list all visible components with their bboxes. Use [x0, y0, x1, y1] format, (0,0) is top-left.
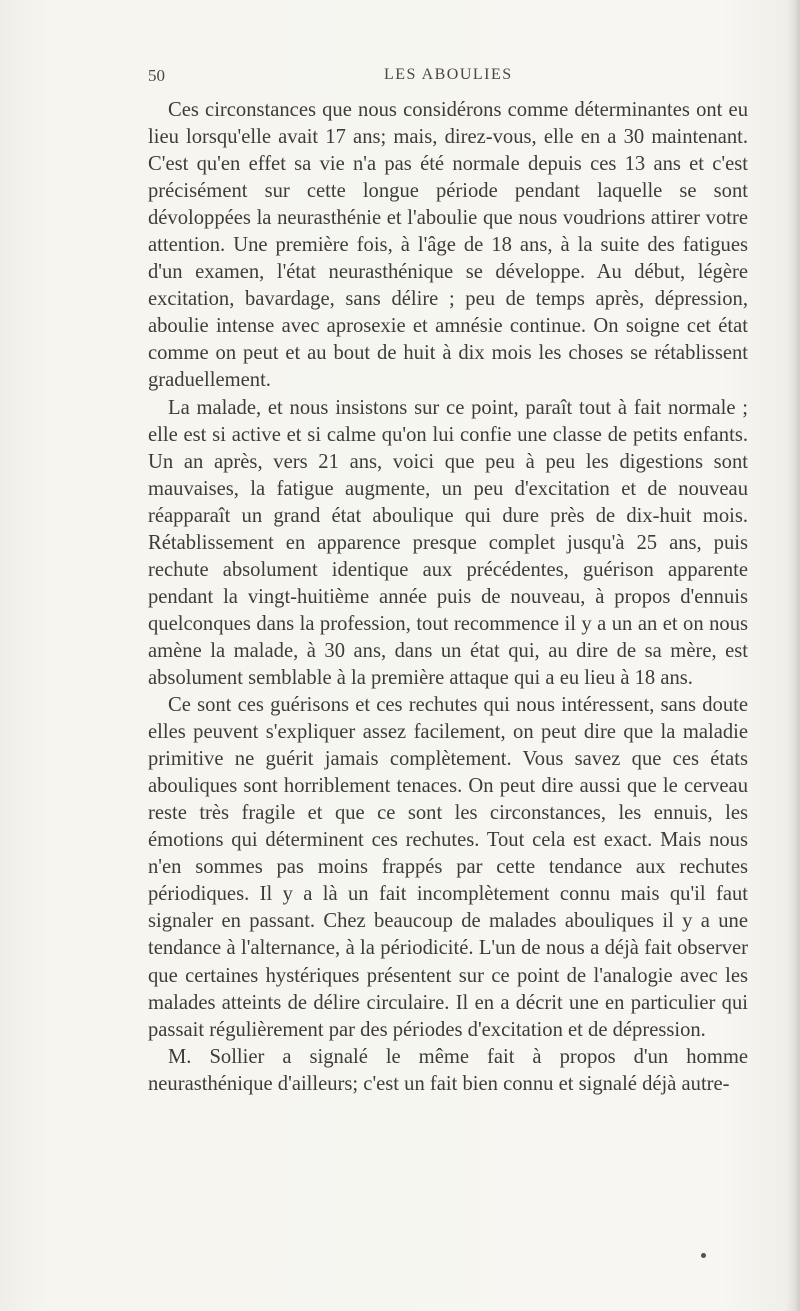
- running-title: LES ABOULIES: [384, 66, 513, 83]
- page-edge-shadow: [786, 0, 800, 1311]
- body-text: [148, 97, 748, 1098]
- paragraph-1: Ces circonstances que nous considérons comme déterminantes ont eu lieu lorsqu'elle avait 17 ans; mais, direz-vous, elle en a 30 maintenant. C'est qu'en effet sa vie n'a pas été normale depuis ces 13 ans et c'est précisément sur cette longue période pendant laquelle se sont dévoloppées la neurasthénie et l'aboulie que nous voudrions attirer votre attention. Une première fois, à l'âge de 18 ans, à la suite des fatigues d'un examen, l'état neurasthénique se développe. Au début, légère excitation, bavardage, sans délire ; peu de temps après, dépression, aboulie intense avec aprosexie et amnésie continue. On soigne cet état comme on peut et au bout de huit à dix mois les choses se rétablissent graduellement.: [148, 99, 748, 392]
- paragraph-3: Ce sont ces guérisons et ces rechutes qui nous intéressent, sans doute elles peuvent s'expliquer assez facilement, on peut dire que la maladie primitive ne guérit jamais complètement. Vous savez que ces états abouliques sont horriblement tenaces. On peut dire aussi que le cerveau reste très fragile et que ce sont les circonstances, les ennuis, les émotions qui déterminent ces rechutes. Tout cela est exact. Mais nous n'en sommes pas moins frappés par cette tendance aux rechutes périodiques. Il y a là un fait incomplètement connu mais qu'il faut signaler en passant. Chez beaucoup de malades abouliques il y a une tendance à l'alternance, à la périodicité. L'un de nous a déjà fait observer que certaines hystériques présentent sur ce point de l'analogie avec les malades atteints de délire circulaire. Il en a décrit une en particulier qui passait régulièrement par des périodes d'excitation et de dépression.: [148, 694, 748, 1041]
- running-head: [148, 66, 748, 90]
- page-number: 50: [148, 66, 165, 85]
- paragraph-2: La malade, et nous insistons sur ce point, paraît tout à fait normale ; elle est si active et si calme qu'on lui confie une classe de petits enfants. Un an après, vers 21 ans, voici que peu à peu les digestions sont mauvaises, la fatigue augmente, un peu d'excitation et de nouveau réapparaît un grand état aboulique qui dure près de dix-huit mois. Rétablissement en apparence presque complet jusqu'à 25 ans, puis rechute absolument identique aux précédentes, guérison apparente pendant la vingt-huitième année puis de nouveau, à propos d'ennuis quelconques dans la profession, tout recommence il y a un an et on nous amène la malade, à 30 ans, dans un état qui, au dire de sa mère, est absolument semblable à la première attaque qui a eu lieu à 18 ans.: [148, 396, 748, 689]
- ink-dot-mark: [701, 1253, 706, 1258]
- paragraph-4: M. Sollier a signalé le même fait à propos d'un homme neurasthénique d'ailleurs; c'est un fait bien connu et signalé déjà autre-: [148, 1045, 748, 1095]
